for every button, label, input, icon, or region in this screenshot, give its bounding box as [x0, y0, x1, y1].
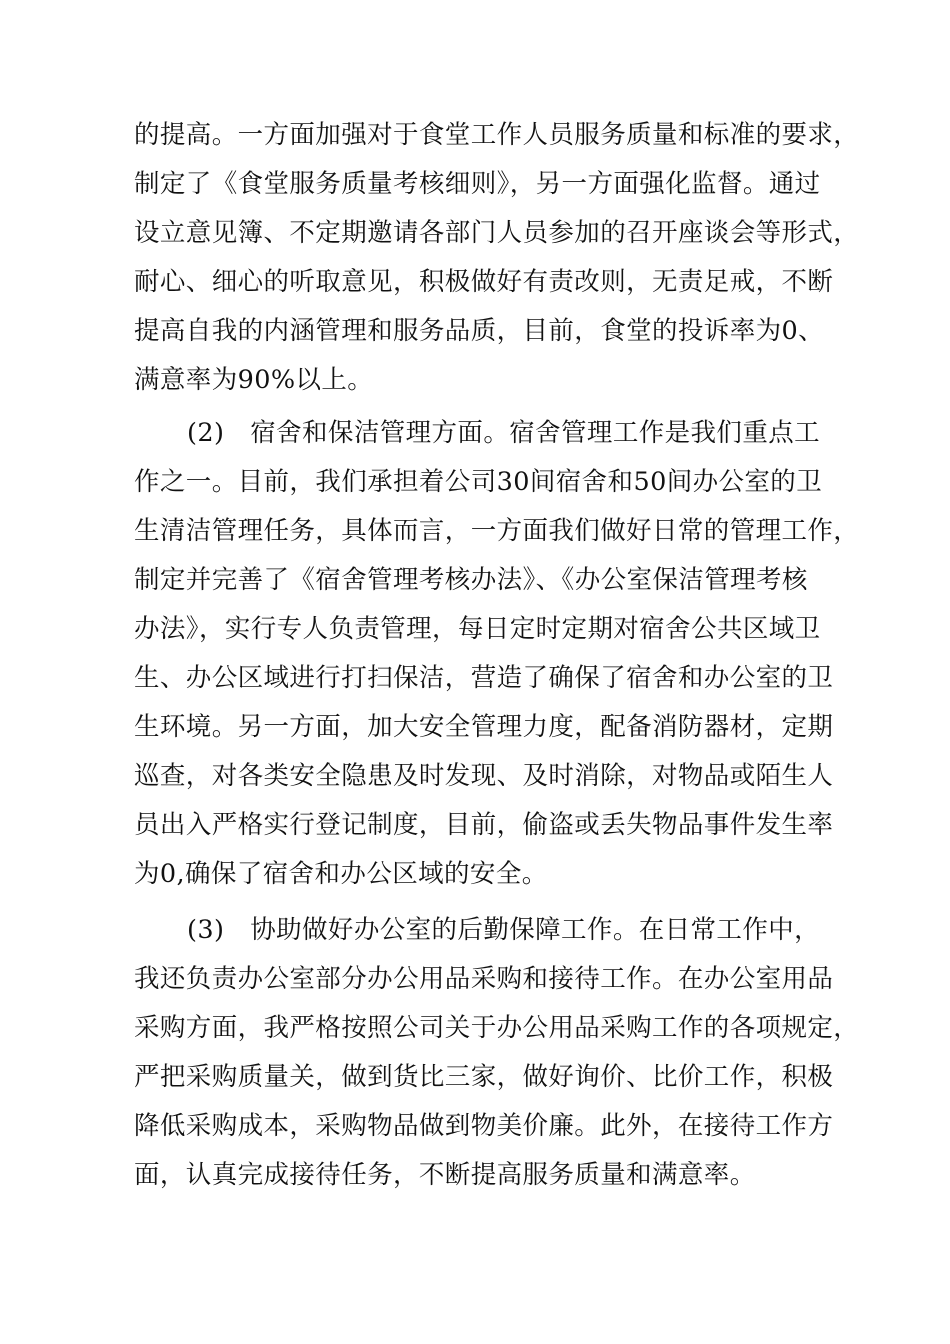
text-line: 巡查，对各类安全隐患及时发现、及时消除，对物品或陌生人 — [134, 761, 834, 791]
text-line: 降低采购成本，采购物品做到物美价廉。此外，在接待工作方 — [134, 1111, 834, 1141]
text-line: 我还负责办公室部分办公用品采购和接待工作。在办公室用品 — [134, 964, 834, 994]
text-line: 作之一。目前，我们承担着公司30间宿舍和50间办公室的卫 — [134, 467, 823, 497]
text-line: 提高自我的内涵管理和服务品质，目前，食堂的投诉率为0、 — [134, 316, 825, 346]
text-line: 面，认真完成接待任务，不断提高服务质量和满意率。 — [134, 1160, 756, 1190]
text-line: 制定并完善了《宿舍管理考核办法》、《办公室保洁管理考核 — [134, 565, 808, 595]
text-line: 制定了《食堂服务质量考核细则》，另一方面强化监督。通过 — [134, 169, 821, 199]
text-line: 生清洁管理任务，具体而言，一方面我们做好日常的管理工作， — [134, 516, 860, 546]
text-line: 的提高。一方面加强对于食堂工作人员服务质量和标准的要求， — [134, 120, 860, 150]
text-line: 为0,确保了宿舍和办公区域的安全。 — [134, 859, 548, 889]
text-line: 严把采购质量关，做到货比三家，做好询价、比价工作，积极 — [134, 1062, 834, 1092]
text-line: 满意率为90%以上。 — [134, 365, 374, 395]
text-line: 员出入严格实行登记制度，目前，偷盗或丢失物品事件发生率 — [134, 810, 834, 840]
text-line: 设立意见簿、不定期邀请各部门人员参加的召开座谈会等形式， — [134, 218, 860, 248]
text-line: 生环境。另一方面，加大安全管理力度，配备消防器材，定期 — [134, 712, 834, 742]
text-line: 耐心、细心的听取意见，积极做好有责改则，无责足戒，不断 — [134, 267, 834, 297]
text-line: 采购方面，我严格按照公司关于办公用品采购工作的各项规定， — [134, 1013, 860, 1043]
text-line: 办法》，实行专人负责管理，每日定时定期对宿舍公共区域卫 — [134, 614, 821, 644]
paragraph-3-heading-line: (3) 协助做好办公室的后勤保障工作。在日常工作中， — [187, 915, 821, 945]
text-line: 生、办公区域进行打扫保洁，营造了确保了宿舍和办公室的卫 — [134, 663, 834, 693]
paragraph-2-heading-line: (2) 宿舍和保洁管理方面。宿舍管理工作是我们重点工 — [187, 418, 821, 448]
